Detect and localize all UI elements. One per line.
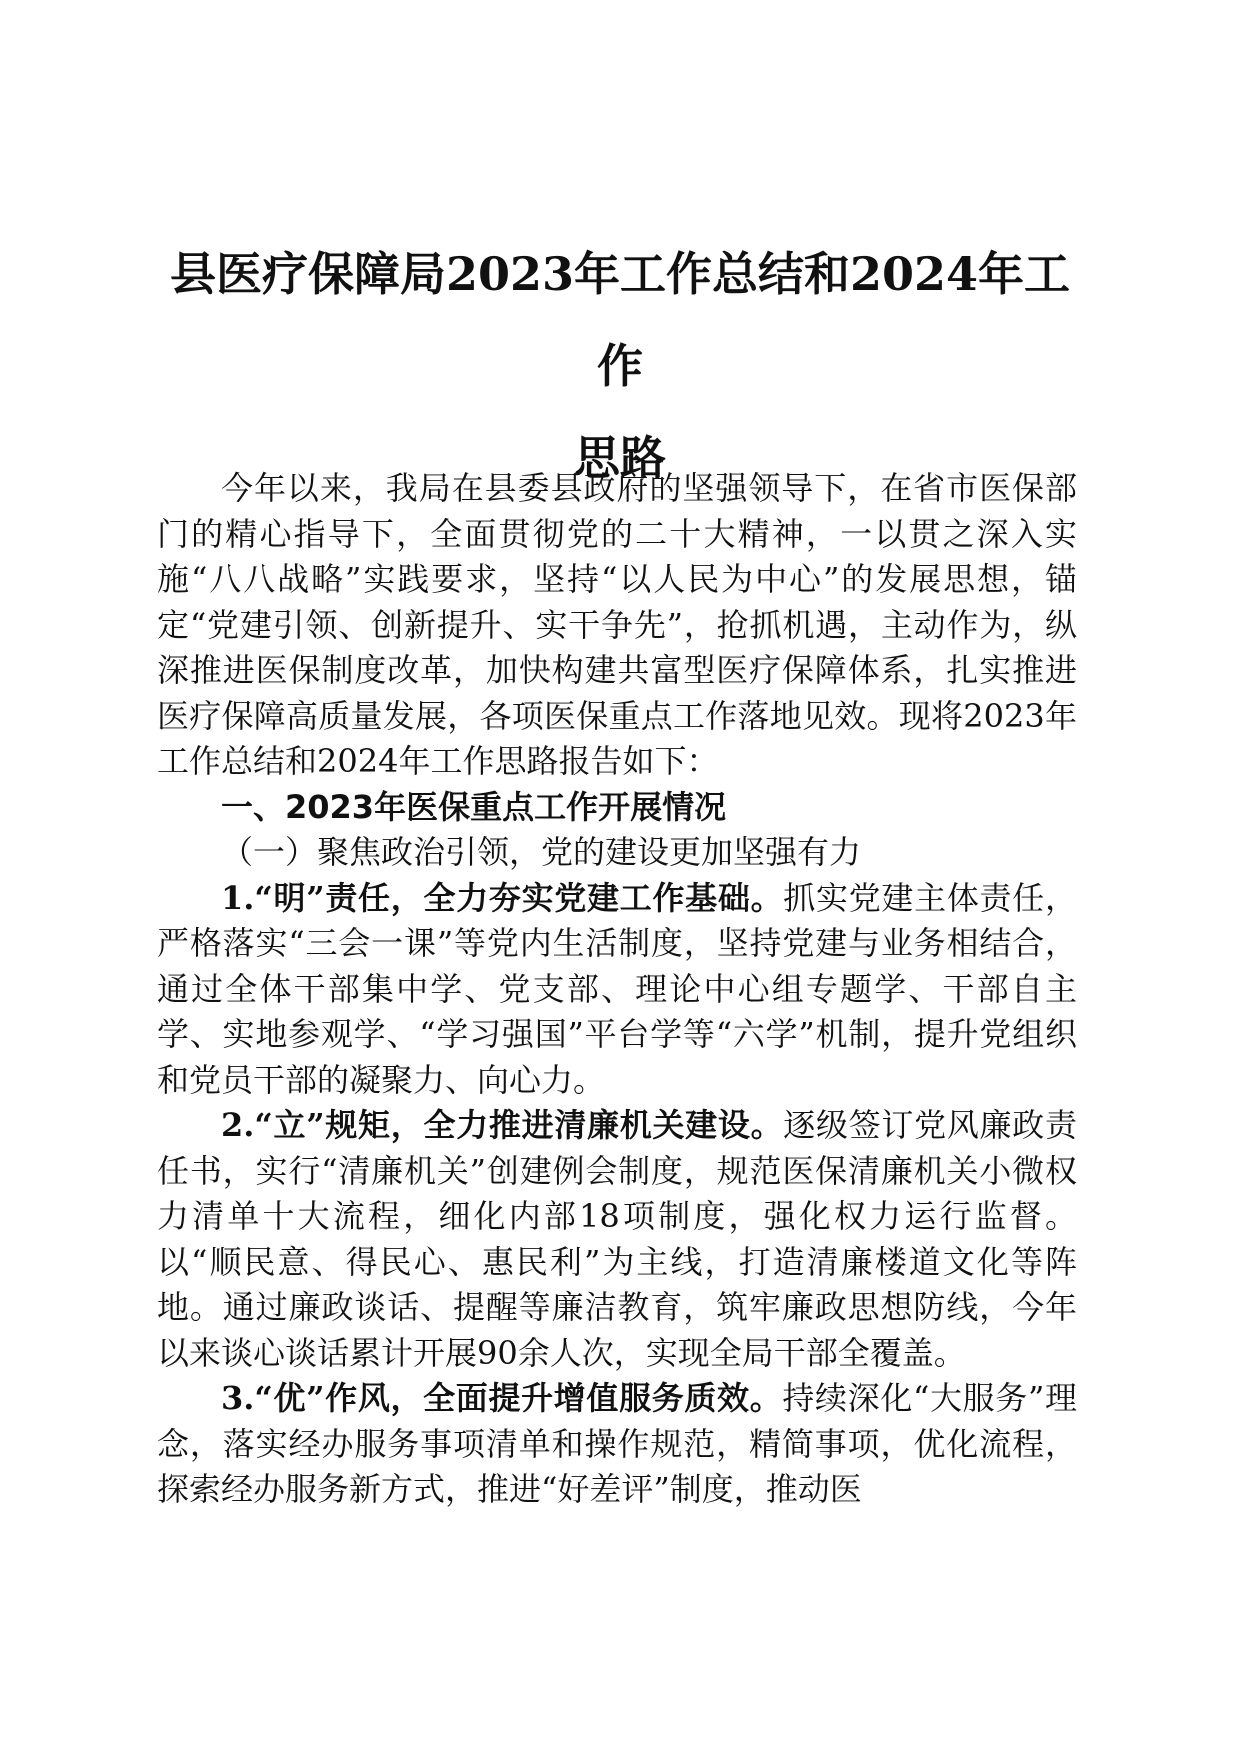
document-body	[157, 466, 1077, 1513]
item-text: 抓实党建主体责任，严格落实“三会一课”等党内生活制度，坚持党建与业务相结合，通过全体干部集中学、党支部、理论中心组专题学、干部自主学、实地参观学、“学习强国”平台学等“六学”机制，提升党组织和党员干部的凝聚力、向心力。	[157, 878, 1077, 1099]
document-title	[150, 228, 1090, 504]
item-paragraph-1	[157, 876, 1077, 1104]
intro-paragraph: 今年以来，我局在县委县政府的坚强领导下，在省市医保部门的精心指导下，全面贯彻党的二十大精神，一以贯之深入实施“八八战略”实践要求，坚持“以人民为中心”的发展思想，锚定“党建引领、创新提升、实干争先”，抢抓机遇，主动作为，纵深推进医保制度改革，加快构建共富型医疗保障体系，扎实推进医疗保障高质量发展，各项医保重点工作落地见效。现将2023年工作总结和2024年工作思路报告如下：	[157, 469, 1077, 780]
item-text: 持续深化“大服务”理念，落实经办服务事项清单和操作规范，精简事项，优化流程，探索经办服务新方式，推进“好差评”制度，推动医	[157, 1379, 1077, 1508]
title-line-2: 思路	[574, 431, 666, 485]
item-paragraph-2	[157, 1103, 1077, 1376]
item-paragraph-3	[157, 1376, 1077, 1513]
item-lead: 3.“优”作风，全面提升增值服务质效。	[221, 1379, 783, 1417]
item-lead: 1.“明”责任，全力夯实党建工作基础。	[221, 878, 784, 917]
subsection-heading: （一）聚焦政治引领，党的建设更加坚强有力	[221, 833, 862, 871]
title-line-1: 县医疗保障局2023年工作总结和2024年工作	[169, 247, 1071, 393]
section-heading: 一、2023年医保重点工作开展情况	[221, 787, 727, 826]
item-lead: 2.“立”规矩，全力推进清廉机关建设。	[221, 1106, 784, 1144]
item-text: 逐级签订党风廉政责任书，实行“清廉机关”创建例会制度，规范医保清廉机关小微权力清单十大流程，细化内部18项制度，强化权力运行监督。以“顺民意、得民心、惠民利”为主线，打造清廉楼道文化等阵地。通过廉政谈话、提醒等廉洁教育，筑牢廉政思想防线，今年以来谈心谈话累计开展90余人次，实现全局干部全覆盖。	[157, 1106, 1077, 1372]
